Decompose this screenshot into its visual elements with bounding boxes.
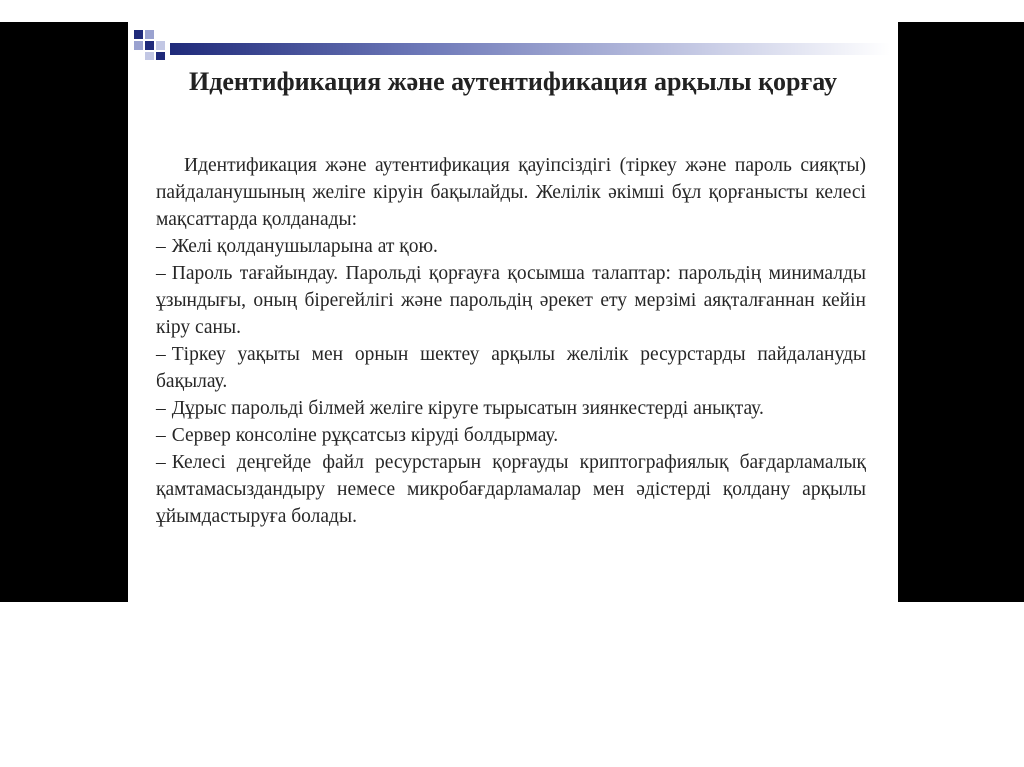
bullet-dash: – (156, 344, 166, 365)
deco-square (134, 41, 143, 50)
deco-square (134, 30, 143, 39)
list-item-text: Желі қолданушыларына ат қою. (171, 236, 438, 257)
list-item-text: Пароль тағайындау. Парольді қорғауға қосымша талаптар: парольдің минималды ұзындығы, оның бірегейлігі және парольдің әрекет ету мерзімі аяқталғаннан кейін кіру саны. (156, 263, 866, 338)
list-item (156, 395, 866, 422)
bullet-dash: – (156, 263, 166, 284)
presentation-slide (128, 22, 898, 602)
list-item-text: Сервер консоліне рұқсатсыз кіруді болдырмау. (171, 425, 559, 446)
slide-body (156, 152, 866, 530)
list-item (156, 422, 866, 449)
list-item (156, 341, 866, 395)
intro-paragraph: Идентификация және аутентификация қауіпсіздігі (тіркеу және пароль сияқты) пайдаланушының желіге кіруін бақылайды. Желілік әкімші бұл қорғанысты келесі мақсаттарда қолданады: (156, 155, 866, 230)
list-item-text: Дұрыс парольді білмей желіге кіруге тырысатын зиянкестерді анықтау. (171, 398, 764, 419)
deco-gradient-bar (170, 43, 890, 55)
slide-title: Идентификация және аутентификация арқылы қорғау (188, 67, 837, 96)
bullet-dash: – (156, 398, 166, 419)
list-item-text: Келесі деңгейде файл ресурстарын қорғауды криптографиялық бағдарламалық қамтамасыздандыру немесе микробағдарламалар мен әдістерді қолдану арқылы ұйымдастыруға болады. (156, 452, 866, 527)
bullet-list (156, 233, 866, 530)
list-item (156, 449, 866, 530)
list-item-text: Тіркеу уақыты мен орнын шектеу арқылы желілік ресурстарды пайдалануды бақылау. (156, 344, 866, 392)
deco-square (145, 52, 154, 60)
deco-square (145, 41, 154, 50)
bullet-dash: – (156, 425, 166, 446)
deco-square (145, 30, 154, 39)
deco-square (156, 41, 165, 50)
list-item (156, 260, 866, 341)
deco-square (156, 52, 165, 60)
bullet-dash: – (156, 236, 166, 257)
title-decoration (134, 30, 890, 60)
list-item (156, 233, 866, 260)
bullet-dash: – (156, 452, 166, 473)
